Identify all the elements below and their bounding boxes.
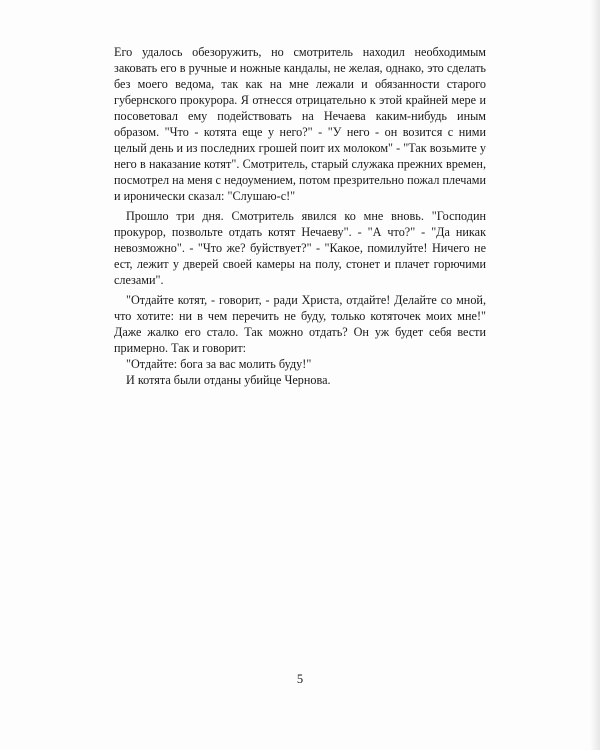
paragraph-2: Прошло три дня. Смотритель явился ко мне вновь. "Господин прокурор, позвольте отдать котят Нечаеву". - "А что?" - "Да никак невозможно". - "Что же? буйствует?" - "Какое, помилуйте! Ничего не ест, лежит у дверей своей камеры на полу, стонет и плачет горючими слезами". [114,209,486,287]
paragraph-3: "Отдайте котят, - говорит, - ради Христа, отдайте! Делайте со мной, что хотите: ни в чем перечить не буду, только котяточек моих мне!" Даже жалко его стало. Так можно отдать? Он уж будет себя вести примерно. Так и говорит: [114,293,486,355]
paragraph-1: Его удалось обезоружить, но смотритель находил необходимым заковать его в ручные и ножные кандалы, не желая, однако, это сделать без моего ведома, так как на мне лежали и обязанности старого губернского прокурора. Я отнесся отрицательно к этой крайней мере и посоветовал ему подействовать на Нечаева каким-нибудь иным образом. "Что - котята еще у него?" - "У него - он возится с ними целый день и из последних грошей поит их молоком" - "Так возьмите у него в наказание котят". Смотритель, старый служака прежних времен, посмотрел на меня с недоумением, потом презрительно пожал плечами и иронически сказал: "Слушаю-с!" [114,45,486,203]
body-text [114,44,486,388]
paragraph-4: "Отдайте: бога за вас молить буду!" [126,357,312,371]
page-number: 5 [296,672,304,686]
paragraph-5: И котята были отданы убийце Чернова. [126,373,331,387]
page-edge-shadow [590,0,600,750]
